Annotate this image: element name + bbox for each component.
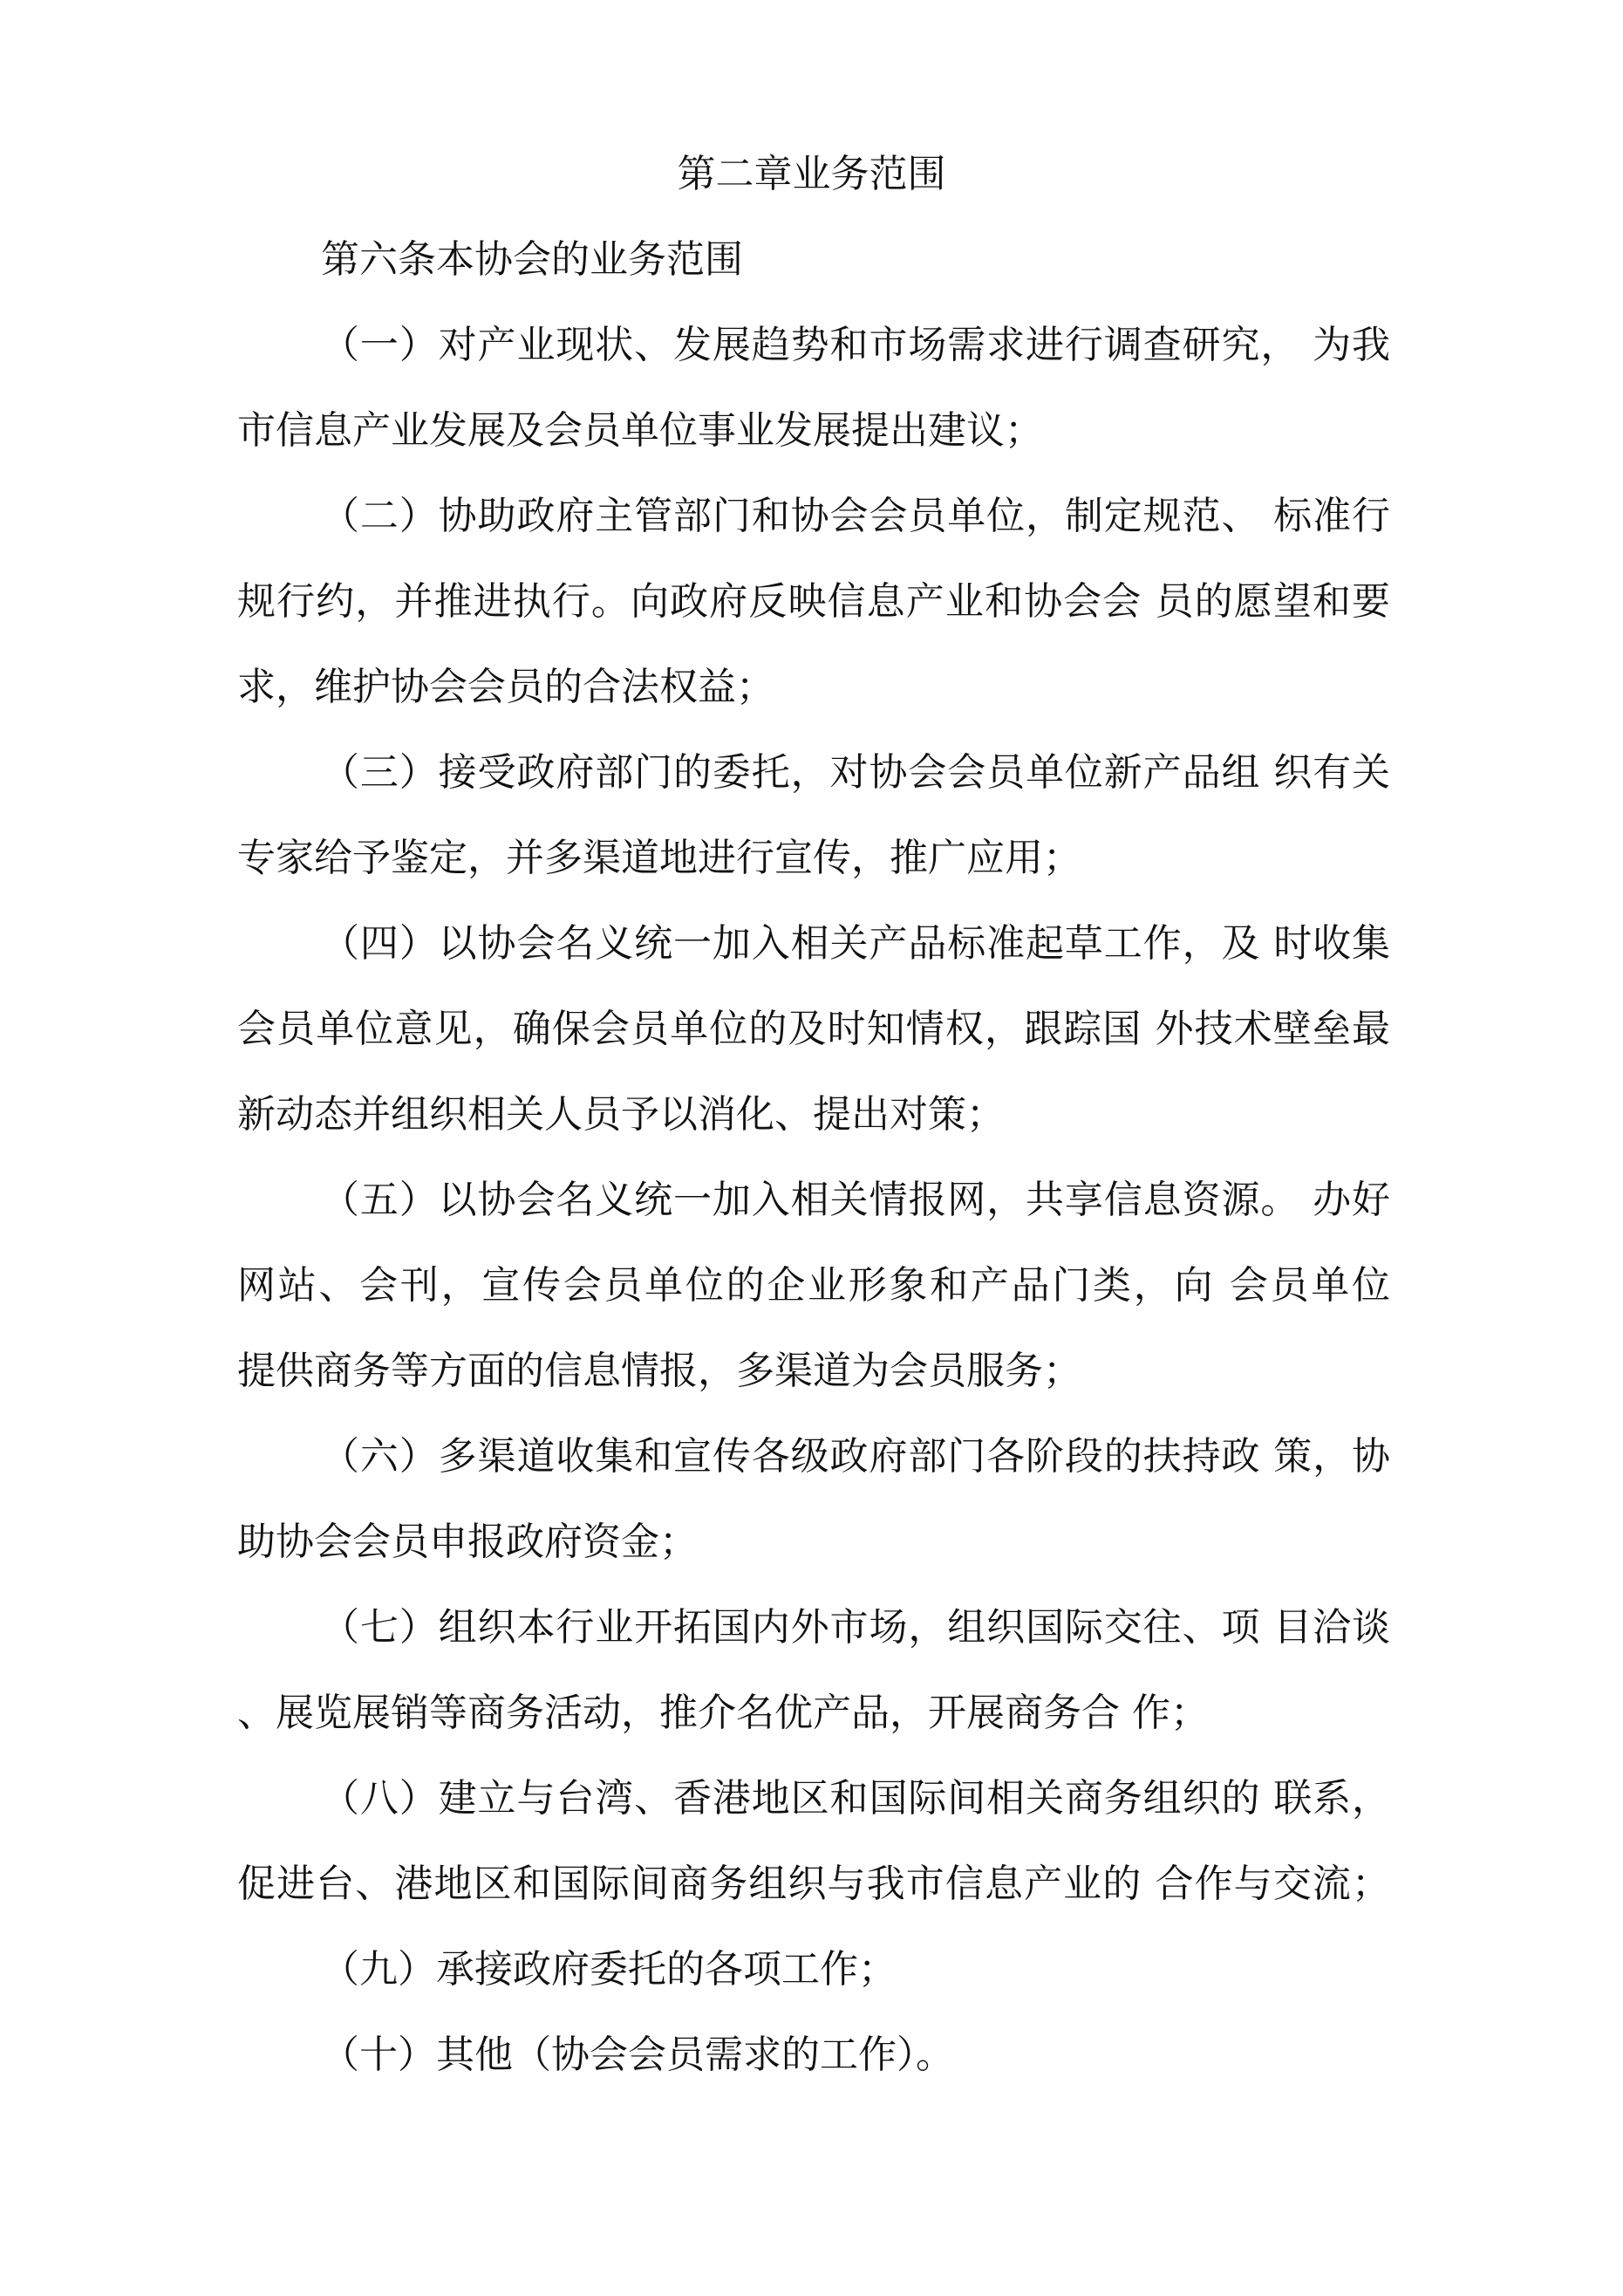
clause-line: （八）建立与台湾、香港地区和国际间相关商务组织的 联系， — [321, 1776, 1390, 1821]
clause-line: 市信息产业发展及会员单位事业发展提出建议； — [237, 408, 1043, 453]
clause-line: （九）承接政府委托的各项工作； — [321, 1947, 897, 1992]
clause-line: （十）其他（协会会员需求的工作）。 — [321, 2033, 954, 2077]
clause-line: 专家给予鉴定，并多渠道地进行宣传，推广应用； — [237, 836, 1081, 880]
chapter-title: 第二章业务范围 — [677, 152, 946, 196]
article-heading: 第六条本协会的业务范围 — [321, 237, 743, 282]
clause-line: （四）以协会名义统一加入相关产品标准起草工作，及 时收集 — [321, 921, 1390, 966]
clause-line: （五）以协会名义统一加入相关情报网，共享信息资源。 办好 — [321, 1178, 1390, 1222]
clause-line: （二）协助政府主管部门和协会会员单位，制定规范、 标准行 — [321, 494, 1390, 538]
clause-line: 提供商务等方面的信息情报，多渠道为会员服务； — [237, 1349, 1081, 1393]
clause-line: 网站、会刊，宣传会员单位的企业形象和产品门类，向 会员单位 — [237, 1263, 1390, 1308]
clause-line: 规行约，并推进执行。向政府反映信息产业和协会会 员的愿望和要 — [237, 579, 1390, 624]
clause-line: 会员单位意见，确保会员单位的及时知情权，跟踪国 外技术壁垒最 — [237, 1007, 1390, 1051]
clause-line: 求，维护协会会员的合法权益； — [237, 665, 774, 709]
clause-line: （三）接受政府部门的委托，对协会会员单位新产品组 织有关 — [321, 750, 1390, 795]
clause-line: 新动态并组织相关人员予以消化、提出对策； — [237, 1092, 1005, 1137]
clause-line: 促进台、港地区和国际间商务组织与我市信息产业的 合作与交流； — [237, 1862, 1390, 1906]
clause-line: 、展览展销等商务活动，推介名优产品，开展商务合 作； — [237, 1691, 1209, 1735]
clause-line: 助协会会员申报政府资金； — [237, 1520, 698, 1564]
clause-line: （七）组织本行业开拓国内外市场，组织国际交往、项 目洽谈 — [321, 1605, 1390, 1650]
clause-line: （六）多渠道收集和宣传各级政府部门各阶段的扶持政 策，协 — [321, 1434, 1390, 1479]
clause-line: （一）对产业现状、发展趋势和市场需求进行调查研究， 为我 — [321, 323, 1390, 367]
